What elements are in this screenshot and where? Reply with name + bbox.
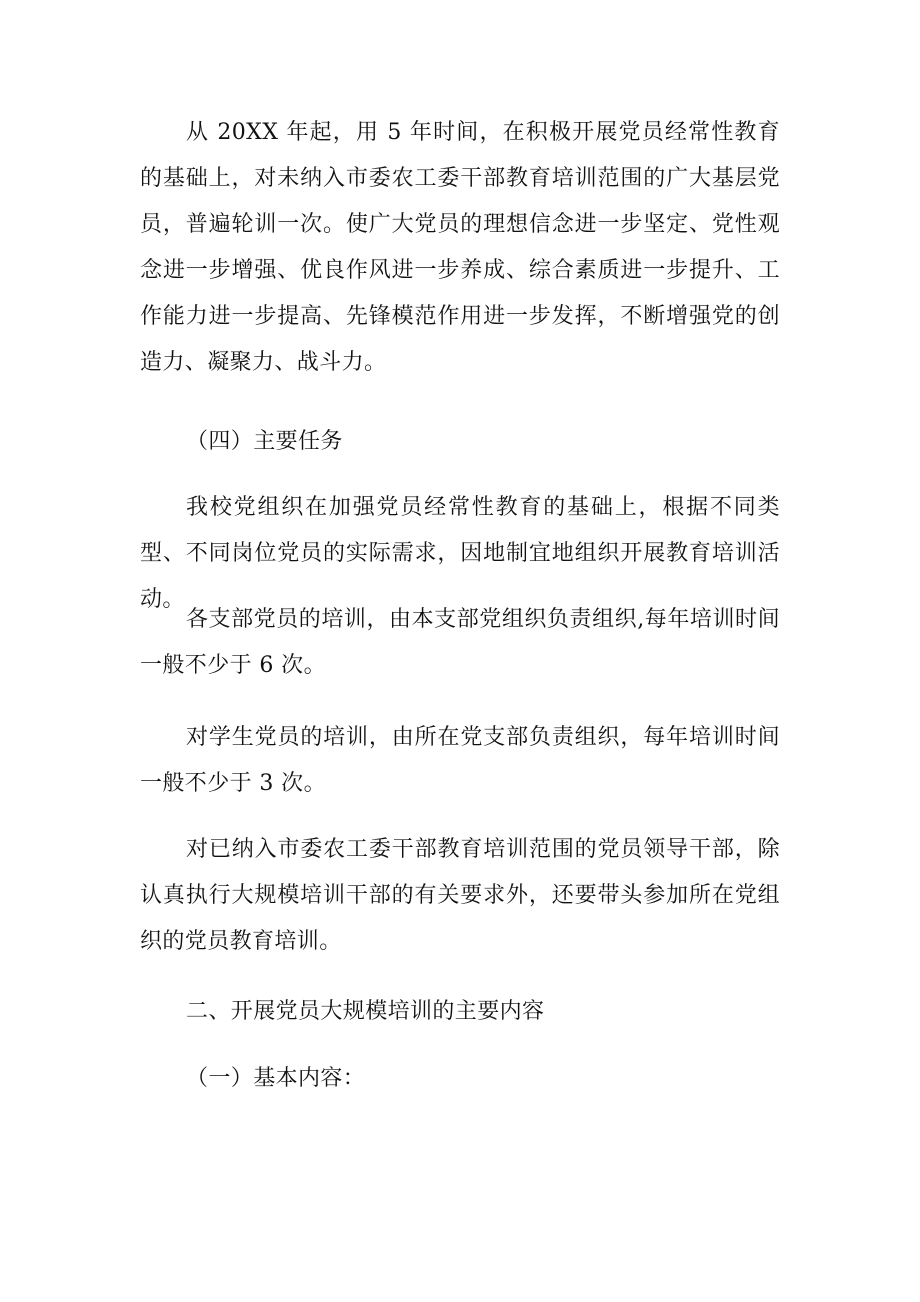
section-heading-main-tasks: （四）主要任务 [186, 429, 343, 454]
paragraph-branch-training: 各支部党员的培训，由本支部党组织负责组织,每年培训时间一般不少于 6 次。 [140, 607, 780, 678]
paragraph-goal: 从 20XX 年起，用 5 年时间，在积极开展党员经常性教育的基础上，对未纳入市委农工委干部教育培训范围的广大基层党员，普遍轮训一次。使广大党员的理想信念进一步坚定、党性观念进一步增强、优良作风进一步养成、综合素质进一步提升、工作能力进一步提高、先锋模范作用进一步发挥，不断增强党的创造力、凝聚力、战斗力。 [140, 120, 780, 375]
subsection-heading-basic-content: （一）基本内容： [186, 1066, 366, 1091]
paragraph-school-party: 我校党组织在加强党员经常性教育的基础上，根据不同类型、不同岗位党员的实际需求，因地制宜地组织开展教育培训活动。 [140, 495, 780, 612]
paragraph-leader-training: 对已纳入市委农工委干部教育培训范围的党员领导干部，除认真执行大规模培训干部的有关要求外，还要带头参加所在党组织的党员教育培训。 [140, 837, 780, 954]
paragraph-student-training: 对学生党员的培训，由所在党支部负责组织，每年培训时间一般不少于 3 次。 [140, 725, 780, 796]
section-heading-main-content: 二、开展党员大规模培训的主要内容 [186, 999, 545, 1024]
